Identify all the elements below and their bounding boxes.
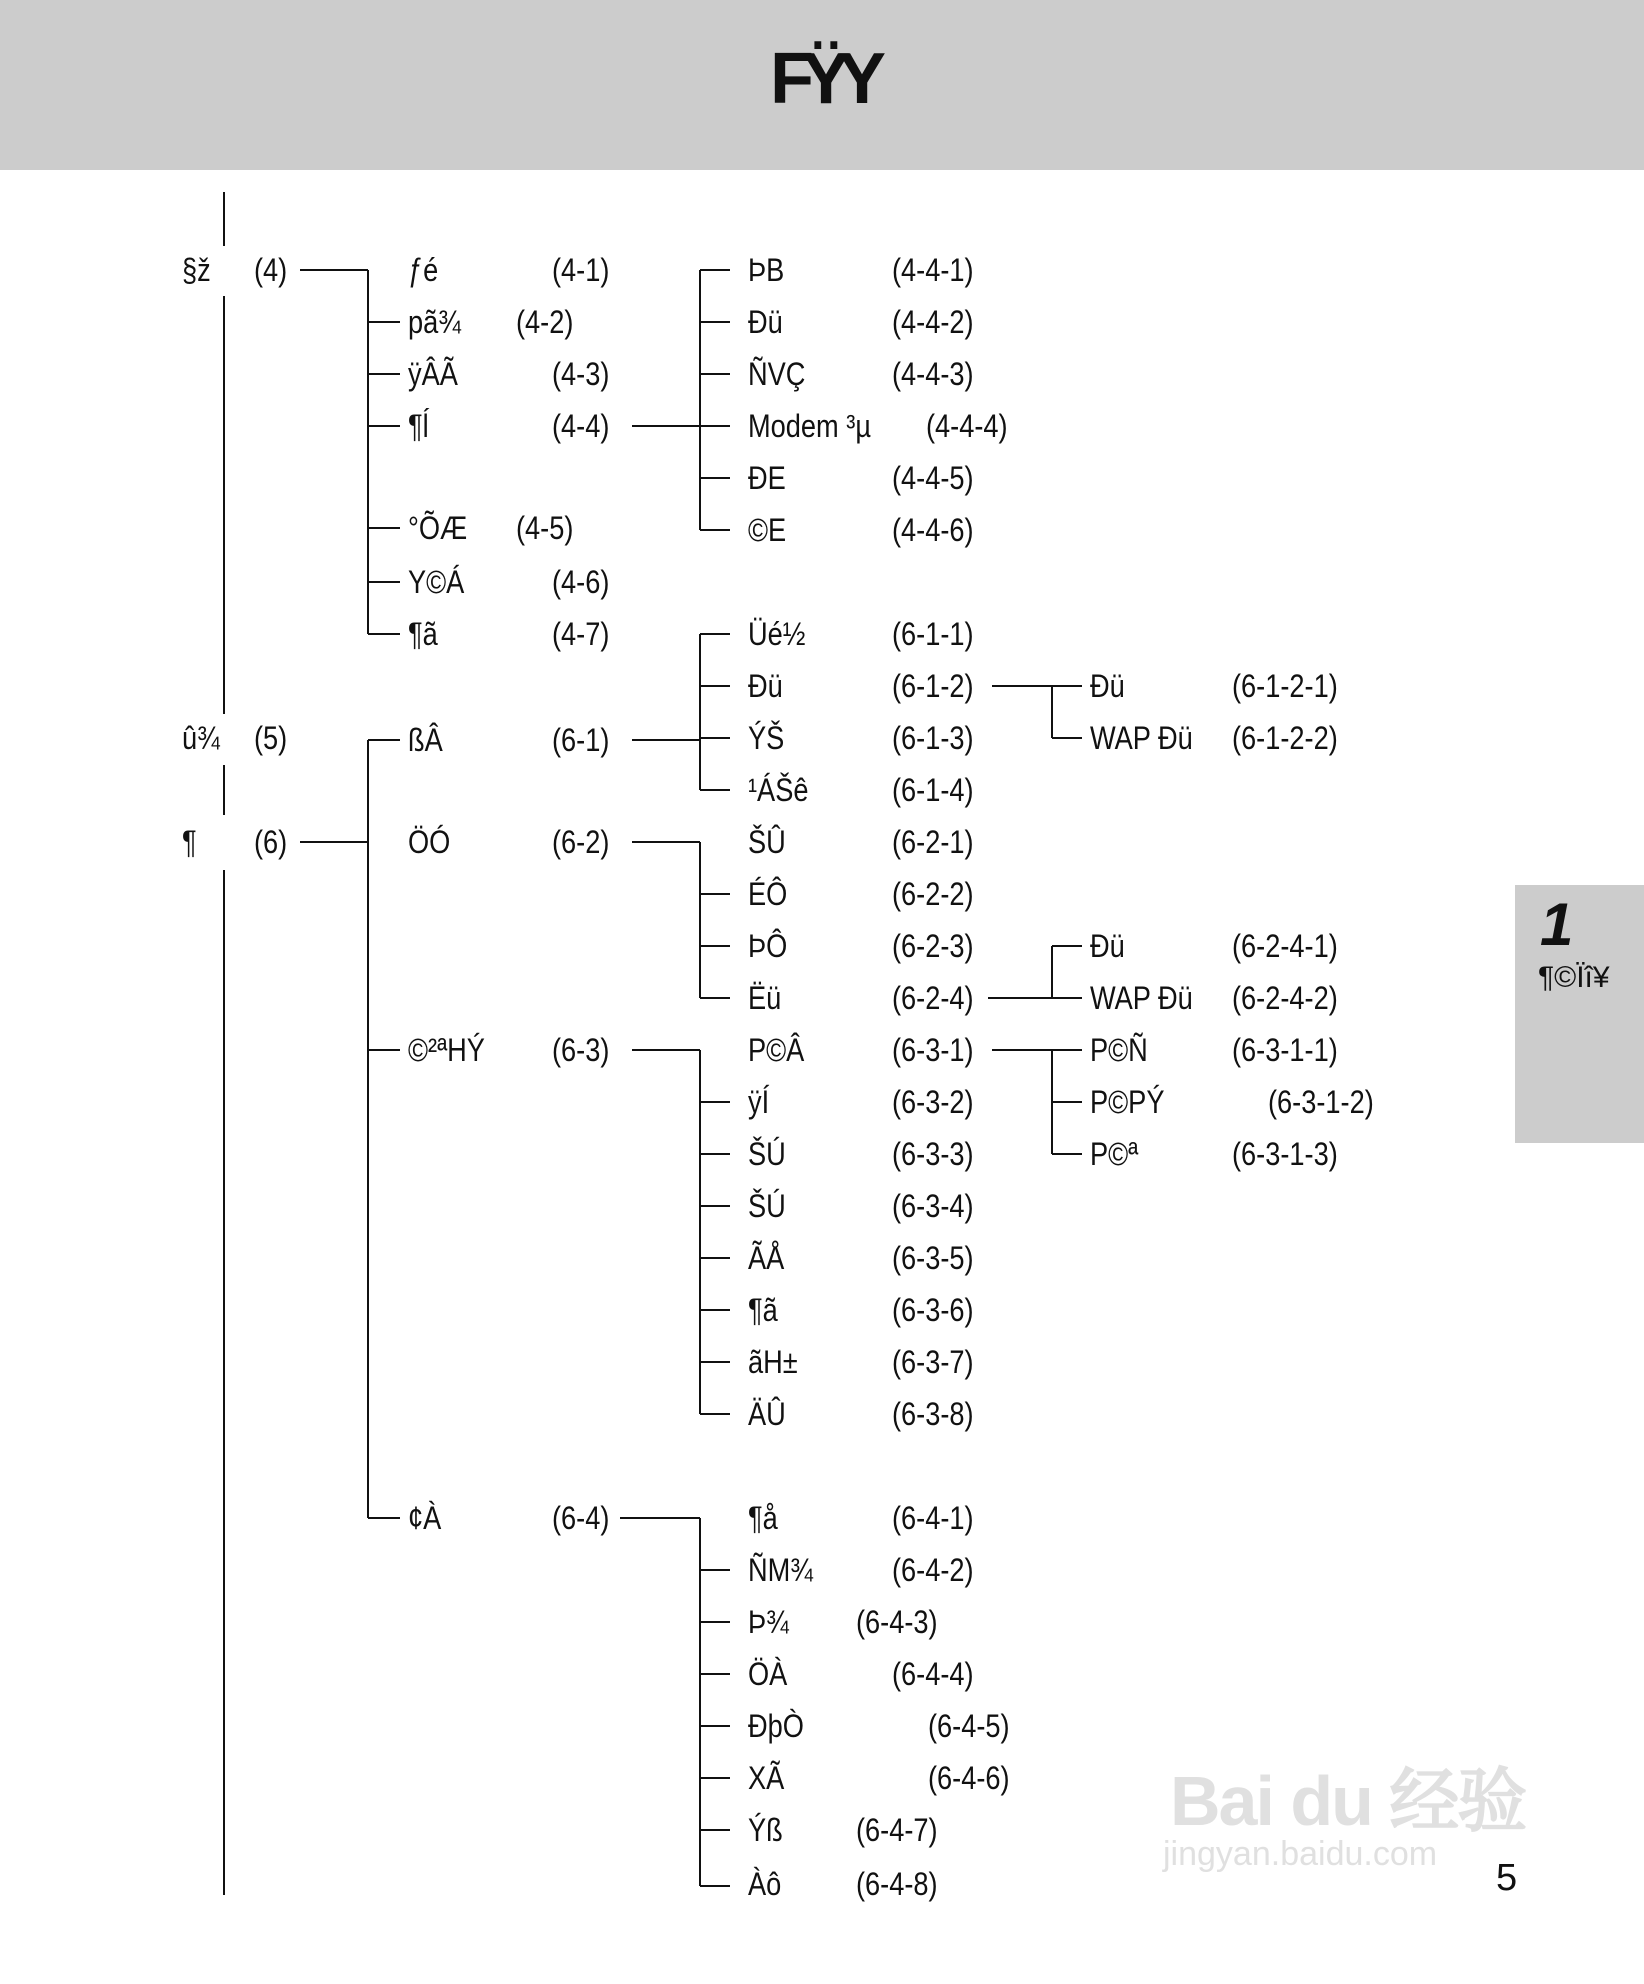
node-4-2-label: pã¾	[408, 304, 461, 340]
node-6-3-7-label: ãH±	[748, 1344, 798, 1380]
node-6-3-3-code: (6-3-3)	[892, 1136, 974, 1172]
node-4-4-2-label: Ðü	[748, 304, 783, 340]
node-4-3-label: ÿÂÃ	[408, 356, 458, 392]
node-6-1-1-label: Üé½	[748, 616, 806, 652]
node-6-4-4-label: ÖÀ	[748, 1656, 788, 1692]
node-6-3-2-label: ÿÍ	[748, 1084, 770, 1120]
node-6-3-6-label: ¶ã	[748, 1292, 778, 1328]
node-6-3-code: (6-3)	[552, 1032, 610, 1068]
node-4-4-5-code: (4-4-5)	[892, 460, 974, 496]
node-6-3-5-code: (6-3-5)	[892, 1240, 974, 1276]
node-6-3-1-2-label: P©PÝ	[1090, 1084, 1165, 1120]
node-6-1-code: (6-1)	[552, 722, 610, 758]
node-6-2-label: ÖÓ	[408, 824, 451, 860]
node-6-4-4-code: (6-4-4)	[892, 1656, 974, 1692]
node-6-3-4-code: (6-3-4)	[892, 1188, 974, 1224]
node-6-2-4-code: (6-2-4)	[892, 980, 974, 1016]
node-6-1-2-2-label: WAP Ðü	[1090, 720, 1193, 756]
node-6-2-code: (6-2)	[552, 824, 610, 860]
node-6-label: ¶	[182, 824, 197, 860]
node-6-3-8-code: (6-3-8)	[892, 1396, 974, 1432]
node-6-3-5-label: ÃÅ	[748, 1240, 785, 1276]
node-6-3-1-1-label: P©Ñ	[1090, 1032, 1148, 1068]
node-4-5-code: (4-5)	[516, 510, 574, 546]
node-4-4-5-label: ÐE	[748, 460, 786, 496]
node-6-1-2-code: (6-1-2)	[892, 668, 974, 704]
node-6-4-3-label: Þ¾	[748, 1604, 789, 1640]
node-4-1-code: (4-1)	[552, 252, 610, 288]
node-4-4-1-label: ÞB	[748, 252, 785, 288]
node-6-4-7-code: (6-4-7)	[856, 1812, 938, 1848]
node-6-1-4-code: (6-1-4)	[892, 772, 974, 808]
node-4-4-label: ¶ĺ	[408, 408, 429, 444]
node-6-1-3-code: (6-1-3)	[892, 720, 974, 756]
baidu-watermark-logo: Bai du 经验	[1170, 1762, 1526, 1840]
node-4-4-6-code: (4-4-6)	[892, 512, 974, 548]
node-6-3-1-label: P©Â	[748, 1032, 805, 1068]
node-5-code: (5)	[254, 720, 288, 756]
node-4-4-code: (4-4)	[552, 408, 610, 444]
node-6-3-7-code: (6-3-7)	[892, 1344, 974, 1380]
chapter-label: ¶©Ïî¥	[1538, 961, 1610, 994]
node-6-4-8-code: (6-4-8)	[856, 1866, 938, 1902]
node-4-label: §ž	[182, 252, 211, 288]
node-6-3-label: ©²ªHÝ	[408, 1032, 485, 1068]
node-6-4-1-code: (6-4-1)	[892, 1500, 974, 1536]
node-4-4-4-label: Modem ³µ	[748, 408, 871, 444]
node-6-1-2-label: Ðü	[748, 668, 783, 704]
node-4-4-6-label: ©E	[748, 512, 787, 548]
chapter-tab	[1515, 885, 1644, 1143]
node-6-4-3-code: (6-4-3)	[856, 1604, 938, 1640]
node-6-2-1-code: (6-2-1)	[892, 824, 974, 860]
node-6-1-2-2-code: (6-1-2-2)	[1232, 720, 1338, 756]
node-6-2-4-1-code: (6-2-4-1)	[1232, 928, 1338, 964]
node-6-code: (6)	[254, 824, 288, 860]
page-title: FŸY	[769, 39, 875, 119]
node-4-2-code: (4-2)	[516, 304, 574, 340]
page-number: 5	[1496, 1857, 1518, 1899]
node-6-4-6-code: (6-4-6)	[928, 1760, 1010, 1796]
baidu-watermark-url: jingyan.baidu.com	[1163, 1835, 1438, 1873]
node-4-6-code: (4-6)	[552, 564, 610, 600]
node-6-4-5-code: (6-4-5)	[928, 1708, 1010, 1744]
node-6-2-1-label: ŠÛ	[748, 824, 786, 860]
node-6-1-3-label: ÝŠ	[748, 720, 785, 756]
node-6-1-4-label: ¹ÁŠê	[748, 772, 809, 808]
node-6-3-1-code: (6-3-1)	[892, 1032, 974, 1068]
node-6-3-6-code: (6-3-6)	[892, 1292, 974, 1328]
node-5-label: û¾	[182, 720, 220, 756]
node-6-4-2-label: ÑM¾	[748, 1552, 813, 1588]
chapter-number: 1	[1540, 891, 1574, 958]
node-6-4-7-label: Ýß	[748, 1812, 783, 1848]
node-4-1-label: ƒé	[408, 252, 439, 288]
node-6-3-1-3-label: P©ª	[1090, 1136, 1139, 1172]
node-6-4-label: ¢À	[408, 1500, 442, 1536]
node-4-4-4-code: (4-4-4)	[926, 408, 1008, 444]
node-6-1-2-1-code: (6-1-2-1)	[1232, 668, 1338, 704]
node-6-3-1-3-code: (6-3-1-3)	[1232, 1136, 1338, 1172]
node-6-4-code: (6-4)	[552, 1500, 610, 1536]
node-6-2-3-label: ÞÔ	[748, 928, 788, 964]
node-6-2-2-label: ÉÔ	[748, 876, 788, 912]
node-6-2-4-label: Ëü	[748, 980, 782, 1016]
node-6-3-1-2-code: (6-3-1-2)	[1268, 1084, 1374, 1120]
node-4-4-2-code: (4-4-2)	[892, 304, 974, 340]
node-6-2-4-2-code: (6-2-4-2)	[1232, 980, 1338, 1016]
node-4-7-code: (4-7)	[552, 616, 610, 652]
node-4-code: (4)	[254, 252, 288, 288]
node-6-2-4-2-label: WAP Ðü	[1090, 980, 1193, 1016]
node-4-4-1-code: (4-4-1)	[892, 252, 974, 288]
node-6-2-2-code: (6-2-2)	[892, 876, 974, 912]
node-4-4-3-label: ÑVÇ	[748, 356, 806, 392]
node-4-5-label: °ÕÆ	[408, 510, 468, 546]
node-6-1-label: ßÂ	[408, 722, 443, 758]
node-4-6-label: Y©Á	[408, 564, 465, 600]
node-6-4-8-label: Àô	[748, 1866, 782, 1902]
node-6-3-8-label: ÄÛ	[748, 1396, 786, 1432]
node-6-1-1-code: (6-1-1)	[892, 616, 974, 652]
node-4-4-3-code: (4-4-3)	[892, 356, 974, 392]
node-6-3-1-1-code: (6-3-1-1)	[1232, 1032, 1338, 1068]
node-6-2-4-1-label: Ðü	[1090, 928, 1125, 964]
node-6-4-1-label: ¶å	[748, 1500, 778, 1536]
node-4-3-code: (4-3)	[552, 356, 610, 392]
node-6-4-6-label: XÃ	[748, 1760, 785, 1796]
node-6-3-3-label: ŠÚ	[748, 1136, 786, 1172]
node-6-3-4-label: ŠÚ	[748, 1188, 786, 1224]
node-6-4-5-label: ÐþÒ	[748, 1708, 804, 1744]
node-4-7-label: ¶ã	[408, 616, 438, 652]
node-6-3-2-code: (6-3-2)	[892, 1084, 974, 1120]
node-6-4-2-code: (6-4-2)	[892, 1552, 974, 1588]
node-6-2-3-code: (6-2-3)	[892, 928, 974, 964]
node-6-1-2-1-label: Ðü	[1090, 668, 1125, 704]
